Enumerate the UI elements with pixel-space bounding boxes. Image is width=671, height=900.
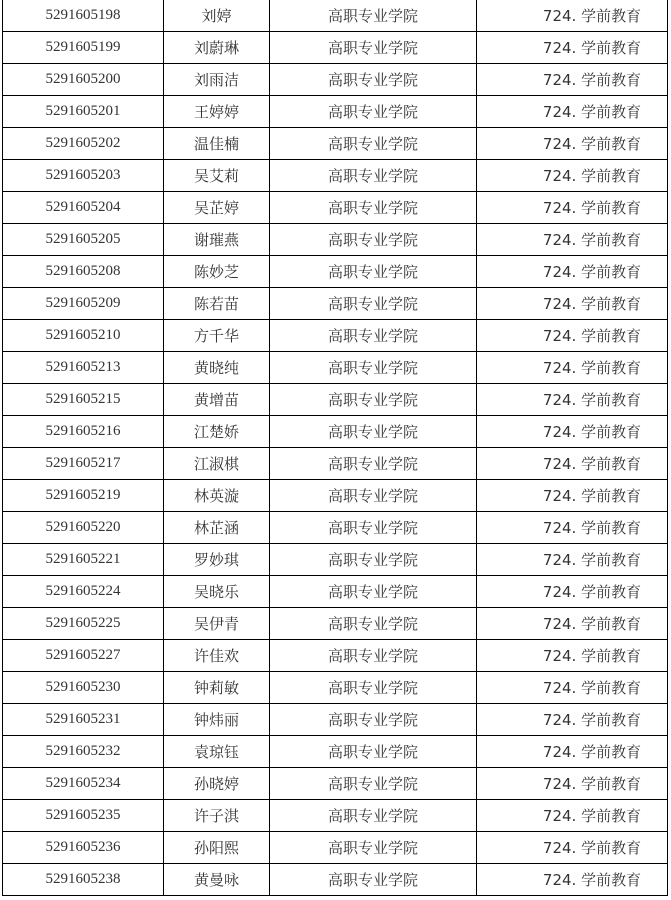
college-cell: 高职专业学院: [270, 384, 477, 416]
major-cell: 724. 学前教育: [477, 448, 668, 480]
major-cell: 724. 学前教育: [477, 0, 668, 32]
student-name-cell: 罗妙琪: [164, 544, 270, 576]
student-name-cell: 黄增苗: [164, 384, 270, 416]
major-cell: 724. 学前教育: [477, 640, 668, 672]
student-name-cell: 江淑棋: [164, 448, 270, 480]
table-row: [3, 480, 668, 512]
student-id-cell: 5291605219: [3, 480, 164, 512]
student-id-cell: 5291605213: [3, 352, 164, 384]
student-name-cell: 袁琼钰: [164, 736, 270, 768]
table-row: [3, 64, 668, 96]
major-cell: 724. 学前教育: [477, 224, 668, 256]
major-cell: 724. 学前教育: [477, 288, 668, 320]
table-row: [3, 96, 668, 128]
major-cell: 724. 学前教育: [477, 672, 668, 704]
college-cell: 高职专业学院: [270, 544, 477, 576]
student-id-cell: 5291605224: [3, 576, 164, 608]
major-cell: 724. 学前教育: [477, 352, 668, 384]
college-cell: 高职专业学院: [270, 224, 477, 256]
student-id-cell: 5291605234: [3, 768, 164, 800]
table-row: [3, 800, 668, 832]
table-row: [3, 160, 668, 192]
student-id-cell: 5291605217: [3, 448, 164, 480]
major-cell: 724. 学前教育: [477, 768, 668, 800]
student-id-cell: 5291605225: [3, 608, 164, 640]
table-row: [3, 224, 668, 256]
major-cell: 724. 学前教育: [477, 96, 668, 128]
student-id-cell: 5291605227: [3, 640, 164, 672]
table-row: [3, 352, 668, 384]
table-row: [3, 672, 668, 704]
table-row: [3, 288, 668, 320]
student-id-cell: 5291605238: [3, 864, 164, 896]
table-row: [3, 608, 668, 640]
student-name-cell: 方千华: [164, 320, 270, 352]
student-name-cell: 黄曼咏: [164, 864, 270, 896]
student-name-cell: 刘蔚琳: [164, 32, 270, 64]
major-cell: 724. 学前教育: [477, 416, 668, 448]
table-row: [3, 512, 668, 544]
college-cell: 高职专业学院: [270, 0, 477, 32]
college-cell: 高职专业学院: [270, 320, 477, 352]
major-cell: 724. 学前教育: [477, 704, 668, 736]
college-cell: 高职专业学院: [270, 864, 477, 896]
student-name-cell: 钟莉敏: [164, 672, 270, 704]
student-name-cell: 吴晓乐: [164, 576, 270, 608]
college-cell: 高职专业学院: [270, 352, 477, 384]
table-row: [3, 544, 668, 576]
college-cell: 高职专业学院: [270, 192, 477, 224]
college-cell: 高职专业学院: [270, 672, 477, 704]
student-name-cell: 吴伊青: [164, 608, 270, 640]
student-name-cell: 谢璀燕: [164, 224, 270, 256]
college-cell: 高职专业学院: [270, 512, 477, 544]
student-id-cell: 5291605198: [3, 0, 164, 32]
student-id-cell: 5291605215: [3, 384, 164, 416]
table-row: [3, 832, 668, 864]
student-id-cell: 5291605231: [3, 704, 164, 736]
student-name-cell: 黄晓纯: [164, 352, 270, 384]
major-cell: 724. 学前教育: [477, 192, 668, 224]
student-name-cell: 江楚娇: [164, 416, 270, 448]
student-id-cell: 5291605209: [3, 288, 164, 320]
student-name-cell: 孙阳熙: [164, 832, 270, 864]
college-cell: 高职专业学院: [270, 800, 477, 832]
major-cell: 724. 学前教育: [477, 128, 668, 160]
student-id-cell: 5291605216: [3, 416, 164, 448]
student-name-cell: 陈若苗: [164, 288, 270, 320]
major-cell: 724. 学前教育: [477, 512, 668, 544]
college-cell: 高职专业学院: [270, 640, 477, 672]
table-row: [3, 736, 668, 768]
roster-body: [3, 0, 668, 896]
college-cell: 高职专业学院: [270, 96, 477, 128]
student-id-cell: 5291605235: [3, 800, 164, 832]
student-id-cell: 5291605230: [3, 672, 164, 704]
major-cell: 724. 学前教育: [477, 384, 668, 416]
table-row: [3, 0, 668, 32]
student-id-cell: 5291605220: [3, 512, 164, 544]
student-name-cell: 王婷婷: [164, 96, 270, 128]
student-id-cell: 5291605205: [3, 224, 164, 256]
table-row: [3, 192, 668, 224]
student-name-cell: 刘婷: [164, 0, 270, 32]
table-row: [3, 448, 668, 480]
student-name-cell: 温佳楠: [164, 128, 270, 160]
student-id-cell: 5291605221: [3, 544, 164, 576]
college-cell: 高职专业学院: [270, 480, 477, 512]
table-row: [3, 256, 668, 288]
major-cell: 724. 学前教育: [477, 864, 668, 896]
student-id-cell: 5291605204: [3, 192, 164, 224]
student-id-cell: 5291605236: [3, 832, 164, 864]
student-name-cell: 林英漩: [164, 480, 270, 512]
student-name-cell: 陈妙芝: [164, 256, 270, 288]
student-name-cell: 吴艾莉: [164, 160, 270, 192]
major-cell: 724. 学前教育: [477, 800, 668, 832]
major-cell: 724. 学前教育: [477, 256, 668, 288]
major-cell: 724. 学前教育: [477, 576, 668, 608]
college-cell: 高职专业学院: [270, 160, 477, 192]
student-id-cell: 5291605199: [3, 32, 164, 64]
college-cell: 高职专业学院: [270, 32, 477, 64]
table-row: [3, 128, 668, 160]
student-id-cell: 5291605200: [3, 64, 164, 96]
student-id-cell: 5291605232: [3, 736, 164, 768]
student-id-cell: 5291605210: [3, 320, 164, 352]
major-cell: 724. 学前教育: [477, 544, 668, 576]
table-row: [3, 704, 668, 736]
college-cell: 高职专业学院: [270, 576, 477, 608]
table-row: [3, 320, 668, 352]
student-id-cell: 5291605202: [3, 128, 164, 160]
college-cell: 高职专业学院: [270, 832, 477, 864]
college-cell: 高职专业学院: [270, 64, 477, 96]
table-row: [3, 384, 668, 416]
college-cell: 高职专业学院: [270, 416, 477, 448]
college-cell: 高职专业学院: [270, 704, 477, 736]
college-cell: 高职专业学院: [270, 768, 477, 800]
major-cell: 724. 学前教育: [477, 608, 668, 640]
table-row: [3, 32, 668, 64]
college-cell: 高职专业学院: [270, 256, 477, 288]
major-cell: 724. 学前教育: [477, 64, 668, 96]
student-name-cell: 吴芷婷: [164, 192, 270, 224]
college-cell: 高职专业学院: [270, 736, 477, 768]
student-roster-table: [2, 0, 668, 896]
college-cell: 高职专业学院: [270, 608, 477, 640]
major-cell: 724. 学前教育: [477, 736, 668, 768]
table-row: [3, 416, 668, 448]
major-cell: 724. 学前教育: [477, 480, 668, 512]
table-row: [3, 768, 668, 800]
table-row: [3, 576, 668, 608]
student-name-cell: 许佳欢: [164, 640, 270, 672]
student-id-cell: 5291605203: [3, 160, 164, 192]
major-cell: 724. 学前教育: [477, 160, 668, 192]
college-cell: 高职专业学院: [270, 128, 477, 160]
student-name-cell: 许子淇: [164, 800, 270, 832]
college-cell: 高职专业学院: [270, 288, 477, 320]
major-cell: 724. 学前教育: [477, 320, 668, 352]
student-id-cell: 5291605208: [3, 256, 164, 288]
student-name-cell: 钟炜丽: [164, 704, 270, 736]
student-id-cell: 5291605201: [3, 96, 164, 128]
major-cell: 724. 学前教育: [477, 32, 668, 64]
major-cell: 724. 学前教育: [477, 832, 668, 864]
student-name-cell: 林芷涵: [164, 512, 270, 544]
table-row: [3, 864, 668, 896]
student-name-cell: 孙晓婷: [164, 768, 270, 800]
table-row: [3, 640, 668, 672]
college-cell: 高职专业学院: [270, 448, 477, 480]
student-name-cell: 刘雨洁: [164, 64, 270, 96]
